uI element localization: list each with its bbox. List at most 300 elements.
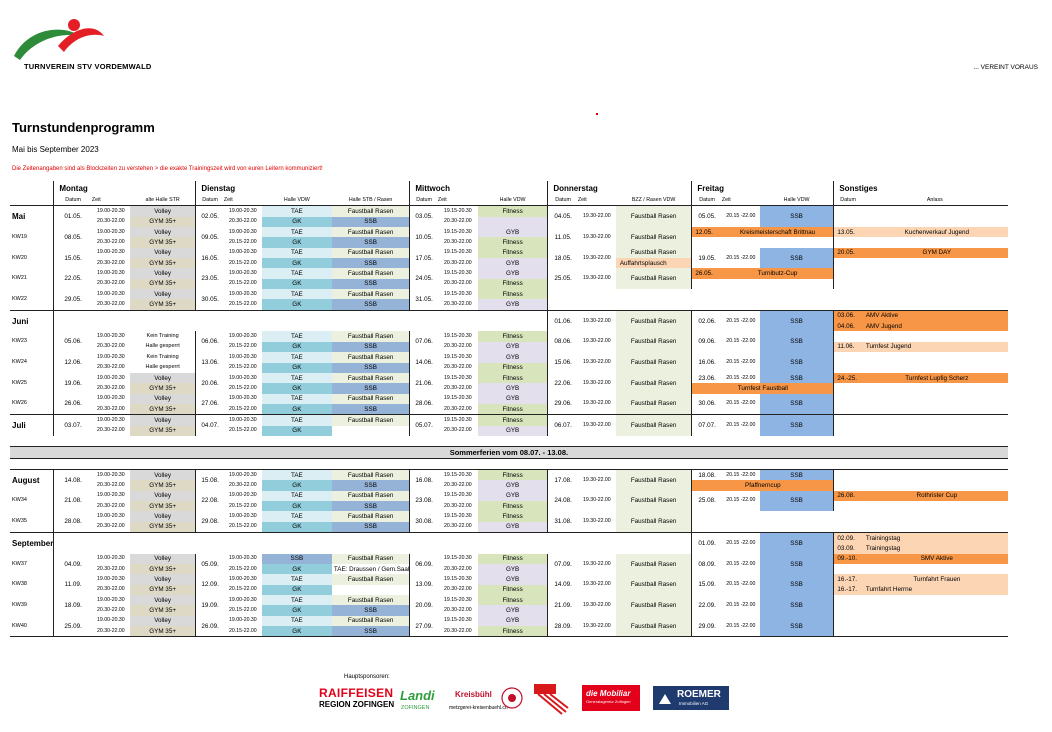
event-cell: AMV Jugend <box>862 321 1008 331</box>
column-header: Halle VDW <box>262 195 332 206</box>
ssb-fr-session: SSB <box>760 491 834 512</box>
column-header: Datum <box>410 195 438 206</box>
time-cell: 19.30-22.00 <box>582 254 611 261</box>
schedule-row <box>10 342 1008 352</box>
ssb-mid-session: SSB <box>332 299 410 310</box>
date-cell: 26.06. <box>54 394 92 415</box>
schedule-row <box>10 458 1008 469</box>
empty-cell <box>834 352 1008 373</box>
ssb-fr-session: SSB <box>760 352 834 373</box>
month-label: August <box>12 475 40 485</box>
fitness-session: Fitness <box>478 469 548 480</box>
empty-cell <box>332 585 410 595</box>
event-cell: Turnfest Faustball <box>692 383 834 393</box>
time-cell: 19.30-22.00 <box>578 394 616 415</box>
date-cell: 18.05. <box>548 248 578 269</box>
week-label: KW35 <box>10 511 54 532</box>
rasen-session: Faustball Rasen <box>332 616 410 626</box>
tae-session: TAE <box>262 574 332 584</box>
time-cell: 19.00-20.30 <box>97 208 125 215</box>
column-header: Datum <box>834 195 862 206</box>
gyb-session: GYB <box>478 258 548 268</box>
empty-cell <box>834 415 1008 436</box>
time-cell: 19.00-20.30 <box>229 555 257 562</box>
date-cell: 31.08. <box>548 511 578 532</box>
empty-cell <box>692 511 1008 532</box>
tae-session: TAE <box>262 491 332 501</box>
date-cell: 16.05. <box>196 248 224 269</box>
time-cell: 19.15-20.30 <box>443 471 472 478</box>
date-cell: 09.-10. <box>834 554 862 564</box>
time-cell: 19.00-20.30 <box>97 333 125 340</box>
empty-cell <box>834 564 1008 574</box>
ssb-fr-session: SSB <box>760 533 834 554</box>
date-cell: 19.05. <box>692 248 722 269</box>
time-cell: 20.30-22.00 <box>97 586 125 593</box>
time-cell: 19.15-20.30 <box>443 395 472 402</box>
ssb-mid-session: SSB <box>332 363 410 373</box>
time-cell: 20.15-22.00 <box>224 522 262 533</box>
gym-session: GYM 35+ <box>130 426 196 436</box>
time-cell: 19.30-22.00 <box>582 601 611 608</box>
ssb-fr-session: SSB <box>760 415 834 436</box>
fitness-session: Fitness <box>478 626 548 637</box>
time-cell: 20.15-22.00 <box>229 565 257 572</box>
time-cell: 19.00-20.30 <box>229 208 257 215</box>
time-cell: 20.15 -22.00 <box>726 213 756 220</box>
date-cell: 29.05. <box>54 289 92 310</box>
time-cell: 20.15-22.00 <box>224 626 262 637</box>
time-cell: 20.15 -22.00 <box>726 497 756 504</box>
schedule-row <box>10 554 1008 564</box>
page-title: Turnstundenprogramm <box>12 120 155 135</box>
ssb-fr-session: SSB <box>760 248 834 269</box>
event-cell: Trainingstag <box>862 543 1008 553</box>
event-cell: Kreismeisterschaft Brittnau <box>722 227 834 237</box>
event-cell: AMV Aktive <box>862 310 1008 321</box>
time-cell: 19.30-22.00 <box>582 317 611 324</box>
date-cell: 01.09. <box>692 533 722 554</box>
time-cell: 19.30-22.00 <box>582 233 611 240</box>
schedule-table <box>10 181 1008 637</box>
gk-session: GK <box>262 299 332 310</box>
time-cell: 19.15-20.30 <box>443 249 472 256</box>
column-header: Halle VDW <box>478 195 548 206</box>
time-cell: 19.30-22.00 <box>578 616 616 637</box>
time-cell: 19.15-20.30 <box>443 576 472 583</box>
gyb-session: GYB <box>478 352 548 362</box>
schedule-row <box>10 511 1008 521</box>
time-cell: 19.15-20.30 <box>443 492 472 499</box>
time-cell: 19.30-22.00 <box>582 338 611 345</box>
empty-cell <box>692 279 834 289</box>
time-cell: 19.00-20.30 <box>229 416 257 423</box>
date-cell: 07.09. <box>548 554 578 575</box>
date-cell: 02.06. <box>692 310 722 331</box>
ssb-mid-session: SSB <box>332 342 410 352</box>
time-cell: 20.30-22.00 <box>443 259 472 266</box>
time-cell: 19.00-20.30 <box>97 576 125 583</box>
gym-session: GYM 35+ <box>130 626 196 637</box>
tae-session: TAE <box>262 511 332 521</box>
time-cell: 20.30-22.00 <box>97 218 125 225</box>
fitness-session: Fitness <box>478 248 548 258</box>
gk-session: GK <box>262 605 332 615</box>
rasen-session: Faustball Rasen <box>332 268 410 278</box>
week-label: KW34 <box>12 497 27 504</box>
time-cell: 20.30-22.00 <box>443 427 472 434</box>
roemer-logo <box>653 686 729 710</box>
time-cell: 19.30-22.00 <box>582 213 611 220</box>
column-header: Zeit <box>438 195 478 206</box>
gyb-session: GYB <box>478 227 548 237</box>
time-cell: 20.15 -22.00 <box>726 254 756 261</box>
date-cell: 03.06. <box>834 310 862 321</box>
ssb-mid-session: SSB <box>332 605 410 615</box>
time-cell: 19.30-22.00 <box>578 511 616 532</box>
event-cell: Turnfahrt Herrne <box>862 585 1008 595</box>
date-cell: 23.05. <box>196 268 224 289</box>
ssb-mid-session: SSB <box>332 480 410 490</box>
date-cell: 17.05. <box>410 248 438 269</box>
schedule-row <box>10 501 1008 511</box>
summer-break-banner: Sommerferien vom 08.07. - 13.08. <box>10 447 1008 458</box>
time-cell: 20.30-22.00 <box>97 502 125 509</box>
date-cell: 07.06. <box>410 331 438 352</box>
ssb-mid-session: SSB <box>332 522 410 533</box>
empty-cell <box>54 533 692 554</box>
tae-session: TAE <box>262 248 332 258</box>
day-header-freitag: Freitag <box>692 181 834 195</box>
date-cell: 16.06. <box>692 352 722 373</box>
time-cell: 19.00-20.30 <box>97 228 125 235</box>
rasen-session: Faustball Rasen <box>332 469 410 480</box>
ssb-fr-session: SSB <box>760 469 834 480</box>
date-cell: 06.09. <box>410 554 438 575</box>
schedule-row <box>10 595 1008 605</box>
schedule-row <box>10 447 1008 458</box>
time-cell: 20.30-22.00 <box>443 481 472 488</box>
empty-cell <box>834 331 1008 341</box>
rasen-session: Faustball Rasen <box>616 331 692 352</box>
time-cell: 19.30-22.00 <box>582 497 611 504</box>
column-header: Halle STB / Rasen <box>332 195 410 206</box>
fitness-session: Fitness <box>478 363 548 373</box>
time-cell: 20.15-22.00 <box>229 239 257 246</box>
time-cell: 20.30-22.00 <box>97 280 125 287</box>
date-cell: 30.06. <box>692 394 722 415</box>
club-slogan: ... VEREINT VORAUS <box>973 64 1038 71</box>
day-header-row <box>10 181 1008 195</box>
volley-session: Volley <box>130 595 196 605</box>
time-cell: 20.30-22.00 <box>229 218 257 225</box>
club-name: TURNVEREIN STV VORDEMWALD <box>24 62 152 71</box>
gyb-session: GYB <box>478 299 548 310</box>
gym-session: GYM 35+ <box>130 501 196 511</box>
time-cell: 19.00-20.30 <box>97 596 125 603</box>
time-cell: 19.15-20.30 <box>443 596 472 603</box>
gyb-session: GYB <box>478 605 548 615</box>
month-label: Juni <box>12 316 29 326</box>
kreisbuehl-pig-icon <box>500 684 524 712</box>
schedule-row <box>10 436 1008 447</box>
time-cell: 20.30-22.00 <box>92 404 130 415</box>
date-cell: 16.08. <box>410 469 438 490</box>
date-cell: 05.05. <box>692 206 722 227</box>
time-cell: 20.15-22.00 <box>229 427 257 434</box>
ssb-mid-session: SSB <box>332 404 410 415</box>
time-cell: 20.30-22.00 <box>443 607 472 614</box>
schedule-row <box>10 258 1008 268</box>
schedule-row <box>10 564 1008 574</box>
time-cell: 20.30-22.00 <box>97 481 125 488</box>
schedule-row <box>10 394 1008 404</box>
gk-session: GK <box>262 383 332 393</box>
time-cell: 19.00-20.30 <box>229 617 257 624</box>
week-label: KW39 <box>12 601 27 608</box>
column-header: Zeit <box>578 195 616 206</box>
gym-session: GYM 35+ <box>130 404 196 415</box>
day-header-donnerstag: Donnerstag <box>548 181 692 195</box>
rasen-session: Faustball Rasen <box>616 511 692 532</box>
ssb-fr-session: SSB <box>760 554 834 575</box>
time-cell: 19.00-20.30 <box>97 512 125 519</box>
date-cell: 02.05. <box>196 206 224 227</box>
schedule-row <box>10 574 1008 584</box>
rasen-session: Faustball Rasen <box>616 373 692 394</box>
gym-session: GYM 35+ <box>130 522 196 533</box>
week-label: KW23 <box>12 338 27 345</box>
date-cell: 30.05. <box>196 289 224 310</box>
gym-session: GYM 35+ <box>130 237 196 247</box>
date-cell: 12.06. <box>54 352 92 373</box>
time-cell: 19.00-20.30 <box>97 270 125 277</box>
date-cell: 15.05. <box>54 248 92 269</box>
ssb-fr-session: SSB <box>760 206 834 227</box>
roemer-sub: Immobilien AG <box>679 701 709 706</box>
date-cell: 22.06. <box>548 373 578 394</box>
ssb-mid-session: SSB <box>332 258 410 268</box>
time-cell: 19.00-20.30 <box>229 512 257 519</box>
time-cell: 19.30-22.00 <box>582 581 611 588</box>
rasen-session: Faustball Rasen <box>332 352 410 362</box>
page-subtitle: Mai bis September 2023 <box>12 145 99 154</box>
event-cell: SMV Aktive <box>862 554 1008 564</box>
mobiliar-name: die Mobiliar <box>586 689 631 698</box>
date-cell: 08.06. <box>548 331 578 352</box>
gk-session: GK <box>262 564 332 574</box>
date-cell: 28.09. <box>548 616 578 637</box>
fitness-session: Fitness <box>478 511 548 521</box>
time-cell: 20.15-22.00 <box>229 280 257 287</box>
time-cell: 20.30-22.00 <box>443 239 472 246</box>
fitness-session: Fitness <box>478 373 548 383</box>
blank-cell <box>10 195 54 206</box>
date-cell: 26.05. <box>692 268 722 278</box>
rasen-session: Faustball Rasen <box>332 574 410 584</box>
tae-session: TAE <box>262 289 332 299</box>
empty-cell <box>548 289 1008 310</box>
rasen-session: Faustball Rasen <box>616 206 692 227</box>
time-cell: 20.30-22.00 <box>97 343 125 350</box>
tae-session: TAE <box>262 469 332 480</box>
time-cell: 19.30-22.00 <box>582 560 611 567</box>
date-cell: 19.06. <box>54 373 92 394</box>
day-header-dienstag: Dienstag <box>196 181 410 195</box>
ssb-mid-session: SSB <box>332 626 410 637</box>
column-header: Zeit <box>224 195 262 206</box>
time-cell: 19.00-20.30 <box>229 395 257 402</box>
tae-session: TAE <box>262 206 332 217</box>
date-cell: 28.08. <box>54 511 92 532</box>
volley-session: Volley <box>130 227 196 237</box>
schedule-row <box>10 268 1008 278</box>
rasen-session: Faustball Rasen <box>616 491 692 512</box>
rasen-session: Faustball Rasen <box>332 248 410 258</box>
time-cell: 20.15 -22.00 <box>726 359 756 365</box>
event-cell: Trainingstag <box>862 533 1008 544</box>
time-cell: 20.15-22.00 <box>229 259 257 266</box>
time-cell: 20.30-22.00 <box>97 259 125 266</box>
tae-session: TAE <box>262 373 332 383</box>
fitness-session: Fitness <box>478 289 548 299</box>
date-cell: 23.08. <box>410 491 438 512</box>
column-header: Datum <box>54 195 92 206</box>
landi-logo: Landi <box>400 688 435 703</box>
rasen-session: Faustball Rasen <box>332 415 410 426</box>
column-header: Datum <box>548 195 578 206</box>
schedule-row <box>10 469 1008 480</box>
time-cell: 20.30-22.00 <box>443 343 472 350</box>
event-cell: Pfaffnerncup <box>692 480 834 490</box>
date-cell: 08.09. <box>692 554 722 575</box>
kreisbuehl-sub: metzgerei-kreisenbuehl.ch <box>449 705 508 711</box>
gym-session: GYM 35+ <box>130 279 196 289</box>
date-cell: 20.05. <box>834 248 862 258</box>
day-header-mittwoch: Mittwoch <box>410 181 548 195</box>
time-cell: 19.00-20.30 <box>97 555 125 562</box>
date-cell: 13.09. <box>410 574 438 595</box>
time-cell: 19.15-20.30 <box>443 228 472 235</box>
gk-session: GK <box>262 279 332 289</box>
date-cell: 19.09. <box>196 595 224 616</box>
column-header: Datum <box>692 195 722 206</box>
date-cell: 27.06. <box>196 394 224 415</box>
time-cell: 19.15-20.30 <box>443 208 472 215</box>
gym-session: GYM 35+ <box>130 564 196 574</box>
time-cell: 20.30-22.00 <box>443 280 472 287</box>
column-header: alte Halle STR <box>130 195 196 206</box>
no-training-cell: Kein Training <box>146 333 179 340</box>
date-cell: 23.06. <box>692 373 722 383</box>
date-cell: 04.05. <box>548 206 578 227</box>
empty-cell <box>834 206 1008 227</box>
schedule-row <box>10 289 1008 299</box>
schedule-row <box>10 533 1008 544</box>
event-cell: Rothrister Cup <box>862 491 1008 501</box>
roemer-name: ROEMER <box>677 689 721 700</box>
no-training-cell: Halle gesperrt <box>145 343 180 350</box>
rasen-session: Faustball Rasen <box>332 394 410 404</box>
time-cell: 20.15-22.00 <box>224 299 262 310</box>
time-cell: 19.00-20.30 <box>229 353 257 360</box>
date-cell: 11.05. <box>548 227 578 248</box>
date-cell: 21.08. <box>54 491 92 512</box>
schedule-row <box>10 616 1008 626</box>
gk-session: GK <box>262 258 332 268</box>
tae-session: TAE <box>262 352 332 362</box>
gyb-session: GYB <box>478 426 548 436</box>
time-cell: 19.00-20.30 <box>229 596 257 603</box>
time-cell: 20.15-22.00 <box>229 364 257 371</box>
time-cell: 20.30-22.00 <box>97 427 125 434</box>
volley-session: Volley <box>130 469 196 480</box>
date-cell: 24.08. <box>548 491 578 512</box>
volley-session: Volley <box>130 394 196 404</box>
gym-session: GYM 35+ <box>130 258 196 268</box>
column-header-row <box>10 195 1008 206</box>
time-cell: 19.00-20.30 <box>97 617 125 624</box>
date-cell: 25.08. <box>692 491 722 512</box>
time-cell: 20.30-22.00 <box>438 626 478 637</box>
tae-session: TAE <box>262 595 332 605</box>
time-cell: 20.15 -22.00 <box>726 471 756 478</box>
time-cell: 20.30-22.00 <box>97 565 125 572</box>
rasen-session: Faustball Rasen <box>616 227 692 248</box>
column-header: Datum <box>196 195 224 206</box>
fitness-session: Fitness <box>478 237 548 247</box>
gyb-session: GYB <box>478 394 548 404</box>
volley-session: Volley <box>130 491 196 501</box>
time-cell: 19.15-20.30 <box>443 374 472 381</box>
mobiliar-sub: Generalagentur Zofingen <box>586 699 631 704</box>
date-cell: 05.06. <box>54 331 92 352</box>
rasen-session: Faustball Rasen <box>616 616 692 637</box>
rasen-session: Faustball Rasen <box>616 310 692 331</box>
date-cell: 13.06. <box>196 352 224 373</box>
gym-session: GYM 35+ <box>130 605 196 615</box>
time-cell: 19.00-20.30 <box>229 576 257 583</box>
date-cell: 06.07. <box>548 415 578 436</box>
event-cell: Turnibutz-Cup <box>722 268 834 278</box>
ssb-mid-session: SSB <box>332 237 410 247</box>
no-training-cell: Kein Training <box>146 353 179 360</box>
rasen-session: Faustball Rasen <box>616 554 692 575</box>
date-cell: 29.08. <box>196 511 224 532</box>
date-cell: 14.09. <box>548 574 578 595</box>
week-label: KW22 <box>10 289 54 310</box>
date-cell: 11.06. <box>834 342 862 352</box>
time-cell: 20.30-22.00 <box>97 607 125 614</box>
ssb-mid-session: SSB <box>332 383 410 393</box>
empty-cell <box>834 501 1008 511</box>
date-cell: 16.-17. <box>834 574 862 584</box>
red-dot-mark <box>596 113 598 115</box>
gym-session: GYM 35+ <box>130 217 196 227</box>
date-cell: 10.05. <box>410 227 438 248</box>
date-cell: 04.09. <box>54 554 92 575</box>
time-cell: 20.15 -22.00 <box>726 422 756 429</box>
time-cell: 19.00-20.30 <box>229 249 257 256</box>
date-cell: 29.06. <box>548 394 578 415</box>
date-cell: 03.09. <box>834 543 862 553</box>
time-cell: 20.30-22.00 <box>92 299 130 310</box>
date-cell: 12.05. <box>692 227 722 237</box>
fitness-session: Fitness <box>478 331 548 341</box>
volley-session: Volley <box>130 554 196 564</box>
time-cell: 20.15 -22.00 <box>726 560 756 567</box>
empty-cell <box>834 258 1008 268</box>
